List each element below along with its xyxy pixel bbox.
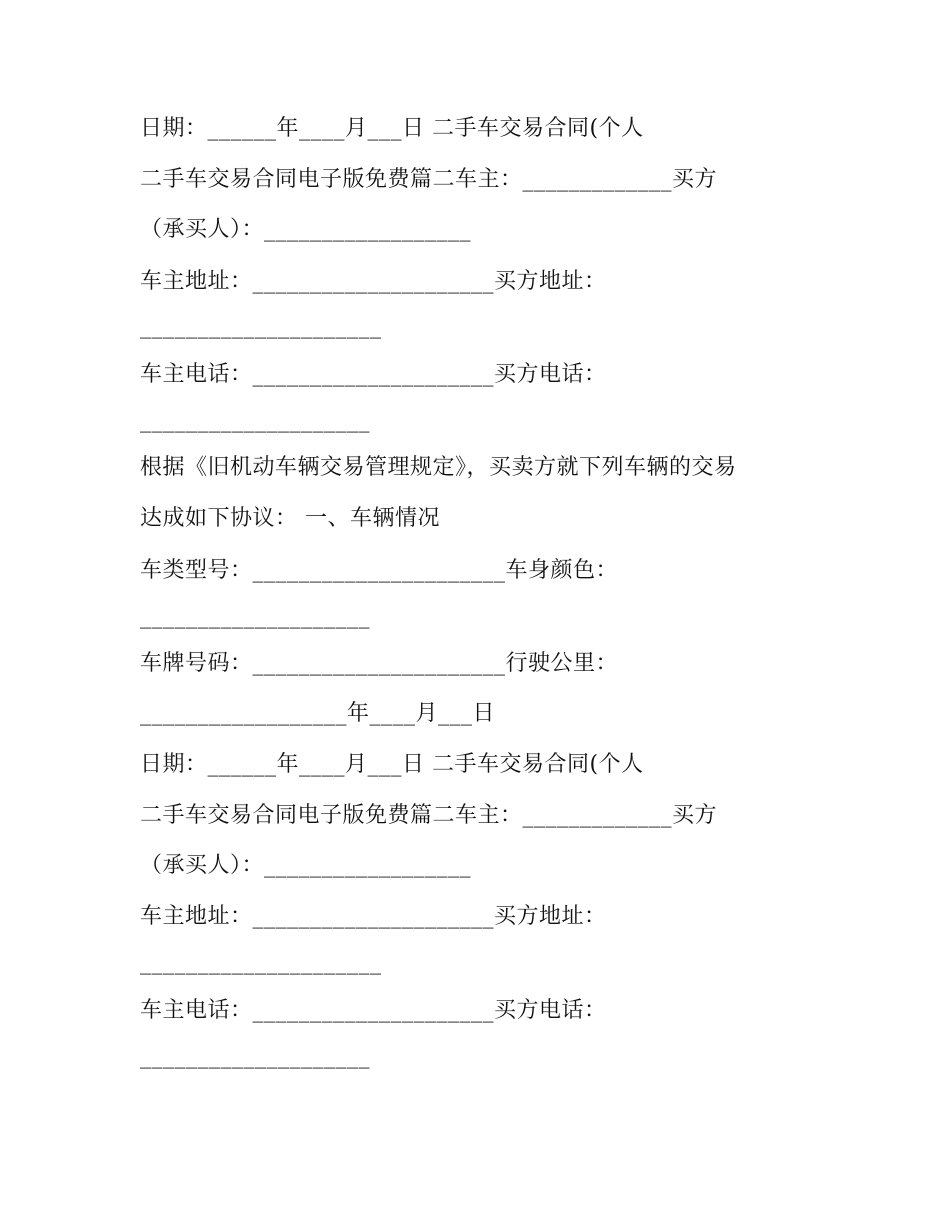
text-line: 车主地址：_____________________买方地址：	[140, 904, 607, 929]
text-line: （承买人）：__________________	[140, 853, 472, 878]
text-line: 车主电话：_____________________买方电话：	[140, 362, 607, 387]
text-line: __________________年____月___日	[140, 701, 496, 726]
text-line: 车牌号码：______________________行驶公里：	[140, 651, 619, 676]
text-line: 达成如下协议： 一、车辆情况	[140, 506, 440, 531]
text-line: ____________________	[140, 408, 370, 433]
text-line: 二手车交易合同电子版免费篇二车主：_____________买方	[140, 803, 718, 828]
text-line: 日期：______年____月___日 二手车交易合同(个人	[140, 116, 644, 141]
text-line: （承买人）：__________________	[140, 217, 472, 242]
text-line: 日期：______年____月___日 二手车交易合同(个人	[140, 752, 644, 777]
text-line: 二手车交易合同电子版免费篇二车主：_____________买方	[140, 167, 718, 192]
text-line: 根据《旧机动车辆交易管理规定》，买卖方就下列车辆的交易	[140, 455, 737, 480]
text-line: 车主电话：_____________________买方电话：	[140, 998, 607, 1023]
text-line: 车主地址：_____________________买方地址：	[140, 269, 607, 294]
text-line: _____________________	[140, 950, 382, 975]
text-line: ____________________	[140, 604, 370, 629]
text-line: 车类型号：______________________车身颜色：	[140, 558, 619, 583]
text-line: _____________________	[140, 314, 382, 339]
text-line: ____________________	[140, 1044, 370, 1069]
